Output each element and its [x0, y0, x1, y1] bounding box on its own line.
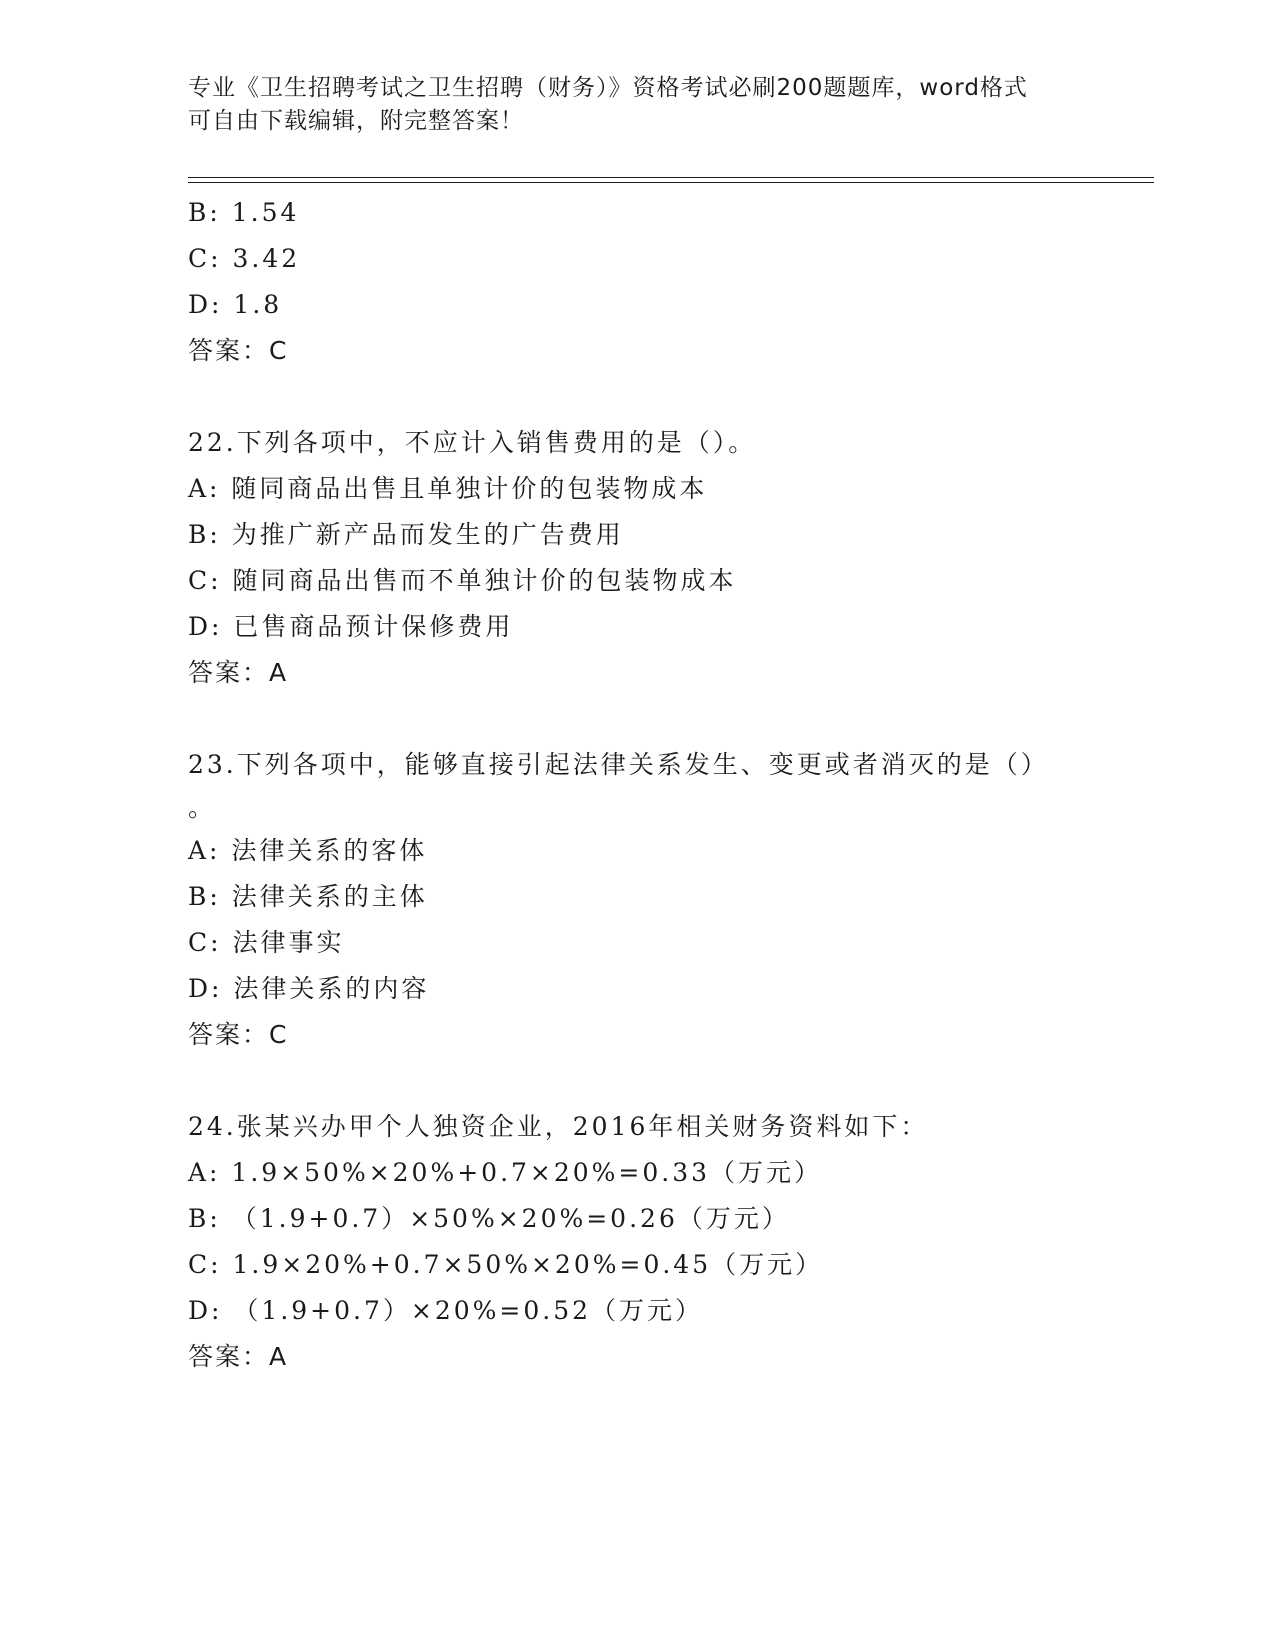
option-d: D: 已售商品预计保修费用 — [188, 612, 514, 641]
question-stem: 23.下列各项中，能够直接引起法律关系发生、变更或者消灭的是（） — [188, 750, 1049, 779]
question-22 — [188, 420, 1088, 696]
option-d: D: （1.9+0.7）×20%=0.52（万元） — [188, 1296, 704, 1325]
question-stem: 24.张某兴办甲个人独资企业，2016年相关财务资料如下： — [188, 1112, 929, 1141]
question-21 — [188, 190, 1088, 374]
option-b: B: 为推广新产品而发生的广告费用 — [188, 520, 624, 549]
spacer — [188, 374, 1088, 420]
answer: 答案：C — [188, 336, 289, 365]
spacer — [188, 1058, 1088, 1104]
question-stem-continuation: 。 — [188, 793, 214, 822]
option-a: A: 法律关系的客体 — [188, 836, 428, 865]
question-23 — [188, 742, 1088, 1058]
option-d: D: 法律关系的内容 — [188, 974, 430, 1003]
option-c: C: 法律事实 — [188, 928, 345, 957]
answer: 答案：A — [188, 1342, 289, 1371]
document-header — [188, 72, 1088, 138]
option-a: A: 1.9×50%×20%+0.7×20%=0.33（万元） — [188, 1158, 823, 1187]
option-b: B: 法律关系的主体 — [188, 882, 428, 911]
answer: 答案：A — [188, 658, 289, 687]
answer: 答案：C — [188, 1020, 289, 1049]
option-c: C: 1.9×20%+0.7×50%×20%=0.45（万元） — [188, 1250, 824, 1279]
header-line-2: 可自由下载编辑，附完整答案！ — [188, 108, 524, 134]
option-c: C: 3.42 — [188, 244, 301, 273]
option-c: C: 随同商品出售而不单独计价的包装物成本 — [188, 566, 737, 595]
header-divider-bottom — [188, 182, 1154, 183]
question-list — [188, 190, 1088, 1380]
header-divider-top — [188, 177, 1154, 178]
spacer — [188, 696, 1088, 742]
option-b: B: （1.9+0.7）×50%×20%=0.26（万元） — [188, 1204, 790, 1233]
option-a: A: 随同商品出售且单独计价的包装物成本 — [188, 474, 708, 503]
header-line-1: 专业《卫生招聘考试之卫生招聘（财务）》资格考试必刷200题题库，word格式 — [188, 75, 1028, 101]
option-d: D: 1.8 — [188, 290, 283, 319]
question-stem: 22.下列各项中，不应计入销售费用的是（）。 — [188, 428, 757, 457]
option-b: B: 1.54 — [188, 198, 300, 227]
question-24 — [188, 1104, 1088, 1380]
